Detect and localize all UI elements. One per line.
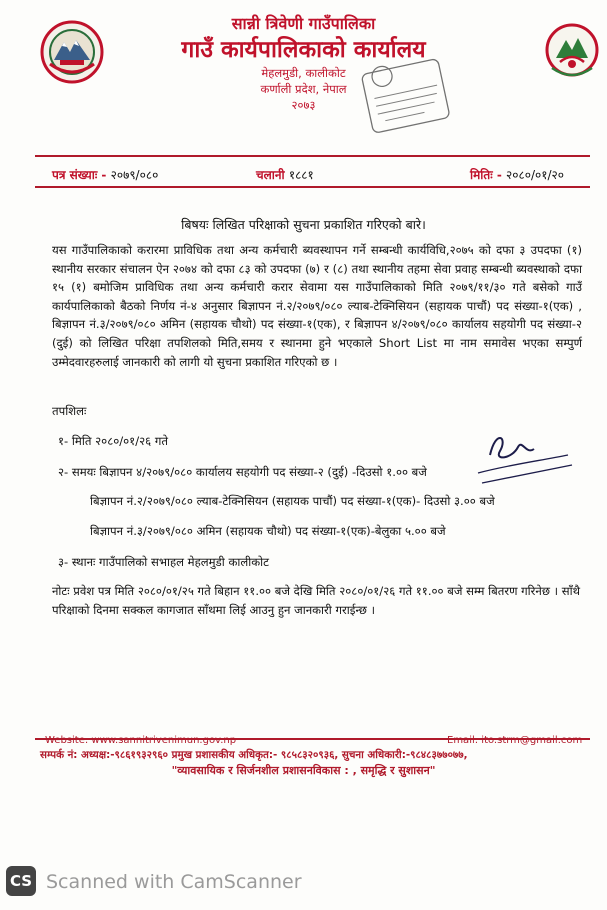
- header-divider-top: [35, 155, 590, 157]
- date-value: २०८०/०१/२०: [506, 168, 565, 182]
- subject-line: बिषयः लिखित परिक्षाको सुचना प्रकाशित गरिएको बारे।: [181, 217, 426, 232]
- date-label: मितिः -: [470, 168, 502, 182]
- office-stamp-icon: [360, 48, 450, 138]
- detail-time-3: बिज्ञापन नं.३/२०७९/०८० अमिन (सहायक चौथो) पद संख्या-१(एक)-बेलुका ५.०० बजे: [90, 524, 446, 538]
- chalani: [256, 166, 314, 183]
- address-line1: मेहलमुडी, कालीकोट: [261, 66, 346, 80]
- note-paragraph: नोटः प्रवेश पत्र मिति २०८०/०१/२५ गते बिहान ११.०० बजे देखि मिति २०८०/०१/२६ गते ११.०० बजे सम्म बितरण गरिनेछ । साँथै परिक्षाको दिनमा सक्कल कागजात साँथमा लिई आउनु हुन जानकारी गराईन्छ ।: [52, 584, 580, 617]
- details-heading: तपशिलः: [52, 404, 87, 418]
- patra-sankhya: [52, 166, 158, 183]
- website-link[interactable]: Website: www.sannitrivenimun.gov.np: [45, 735, 237, 746]
- address-line2: कर्णाली प्रदेश, नेपाल: [260, 82, 347, 96]
- slogan: "व्यावसायिक र सिर्जनशील प्रशासनविकास : , समृद्धि र सुशासन": [171, 764, 436, 777]
- org-line2: गाउँ कार्यपालिकाको कार्यालय: [181, 37, 426, 63]
- body-paragraph: यस गाउँपालिकाको करारमा प्राविधिक तथा अन्य कर्मचारी ब्यवस्थापन गर्ने सम्बन्धी कार्यविधि,२०७५ को दफा ३ उपदफा (१) स्थानीय सरकार संचालन ऐन २०७४ को दफा ८३ को उपदफा (७) र (८) तथा स्थानीय तहमा सेवा प्रवाह सम्बन्धी ब्यवस्थाको दफा १५ (१) बमोजिम प्राविधिक तथा अन्य कर्मचारी करार सेवामा यस गाउँपालिकाको मिति २०७९/११/३० गते बसेको गाउँ कार्यपालिकाको बैठको निर्णय नं-४ अनुसार बिज्ञापन नं.२/२०७९/०८० ल्याब-टेक्निसियन (सहायक पाचौं) पद संख्या-१(एक) , बिज्ञापन नं.३/२०७९/०८० अमिन (सहायक चौथो) पद संख्या-१(एक), र बिज्ञापन ४/२०७९/०८० कार्यालय सहयोगी पद संख्या-२ (दुई) को लिखित परिक्षा तपशिलको मिति,समय र स्थानमा हुने भएकाले Short List मा नाम समावेस भएका सम्पुर्ण उम्मेदवारहरुलाई जानकारी को लागी यो सुचना प्रकाशित गरिएको छ ।: [52, 243, 582, 369]
- patra-value: २०७९/०८०: [110, 168, 159, 182]
- chalani-value: १८८१: [288, 168, 314, 182]
- detail-time-2: बिज्ञापन नं.२/२०७९/०८० ल्याब-टेक्निसियन (सहायक पाचौं) पद संख्या-१(एक)- दिउसो ३.०० बजे: [90, 494, 495, 508]
- contact-numbers: सम्पर्क नं: अध्यक्ष:-९८६१९३२९६० प्रमुख प्रशासकीय अधिकृत:- ९८५८३२०९३६, सुचना अधिकारी:-९८४८३७७०७७,: [40, 749, 468, 761]
- email-link[interactable]: Email: ito.strm@gmail.com: [447, 735, 583, 746]
- address-line3: २०७३: [291, 98, 316, 112]
- org-line1: सान्नी त्रिवेणी गाउँपालिका: [231, 14, 376, 33]
- header-divider-bottom: [35, 186, 590, 188]
- signature-icon: [468, 425, 578, 500]
- detail-venue: ३- स्थानः गाउँपालिको सभाहल मेहलमुडी कालीकोट: [58, 555, 269, 569]
- detail-date: १- मिति २०८०/०१/२६ गते: [58, 434, 168, 448]
- patra-label: पत्र संख्याः -: [52, 168, 107, 182]
- camscanner-watermark: Scanned with CamScanner: [46, 871, 302, 893]
- detail-time: २- समयः बिज्ञापन ४/२०७९/०८० कार्यालय सहयोगी पद संख्या-२ (दुई) -दिउसो १.०० बजे: [58, 465, 427, 479]
- chalani-label: चलानी: [256, 168, 285, 182]
- camscanner-logo-icon: CS: [6, 866, 36, 896]
- date: [470, 166, 564, 183]
